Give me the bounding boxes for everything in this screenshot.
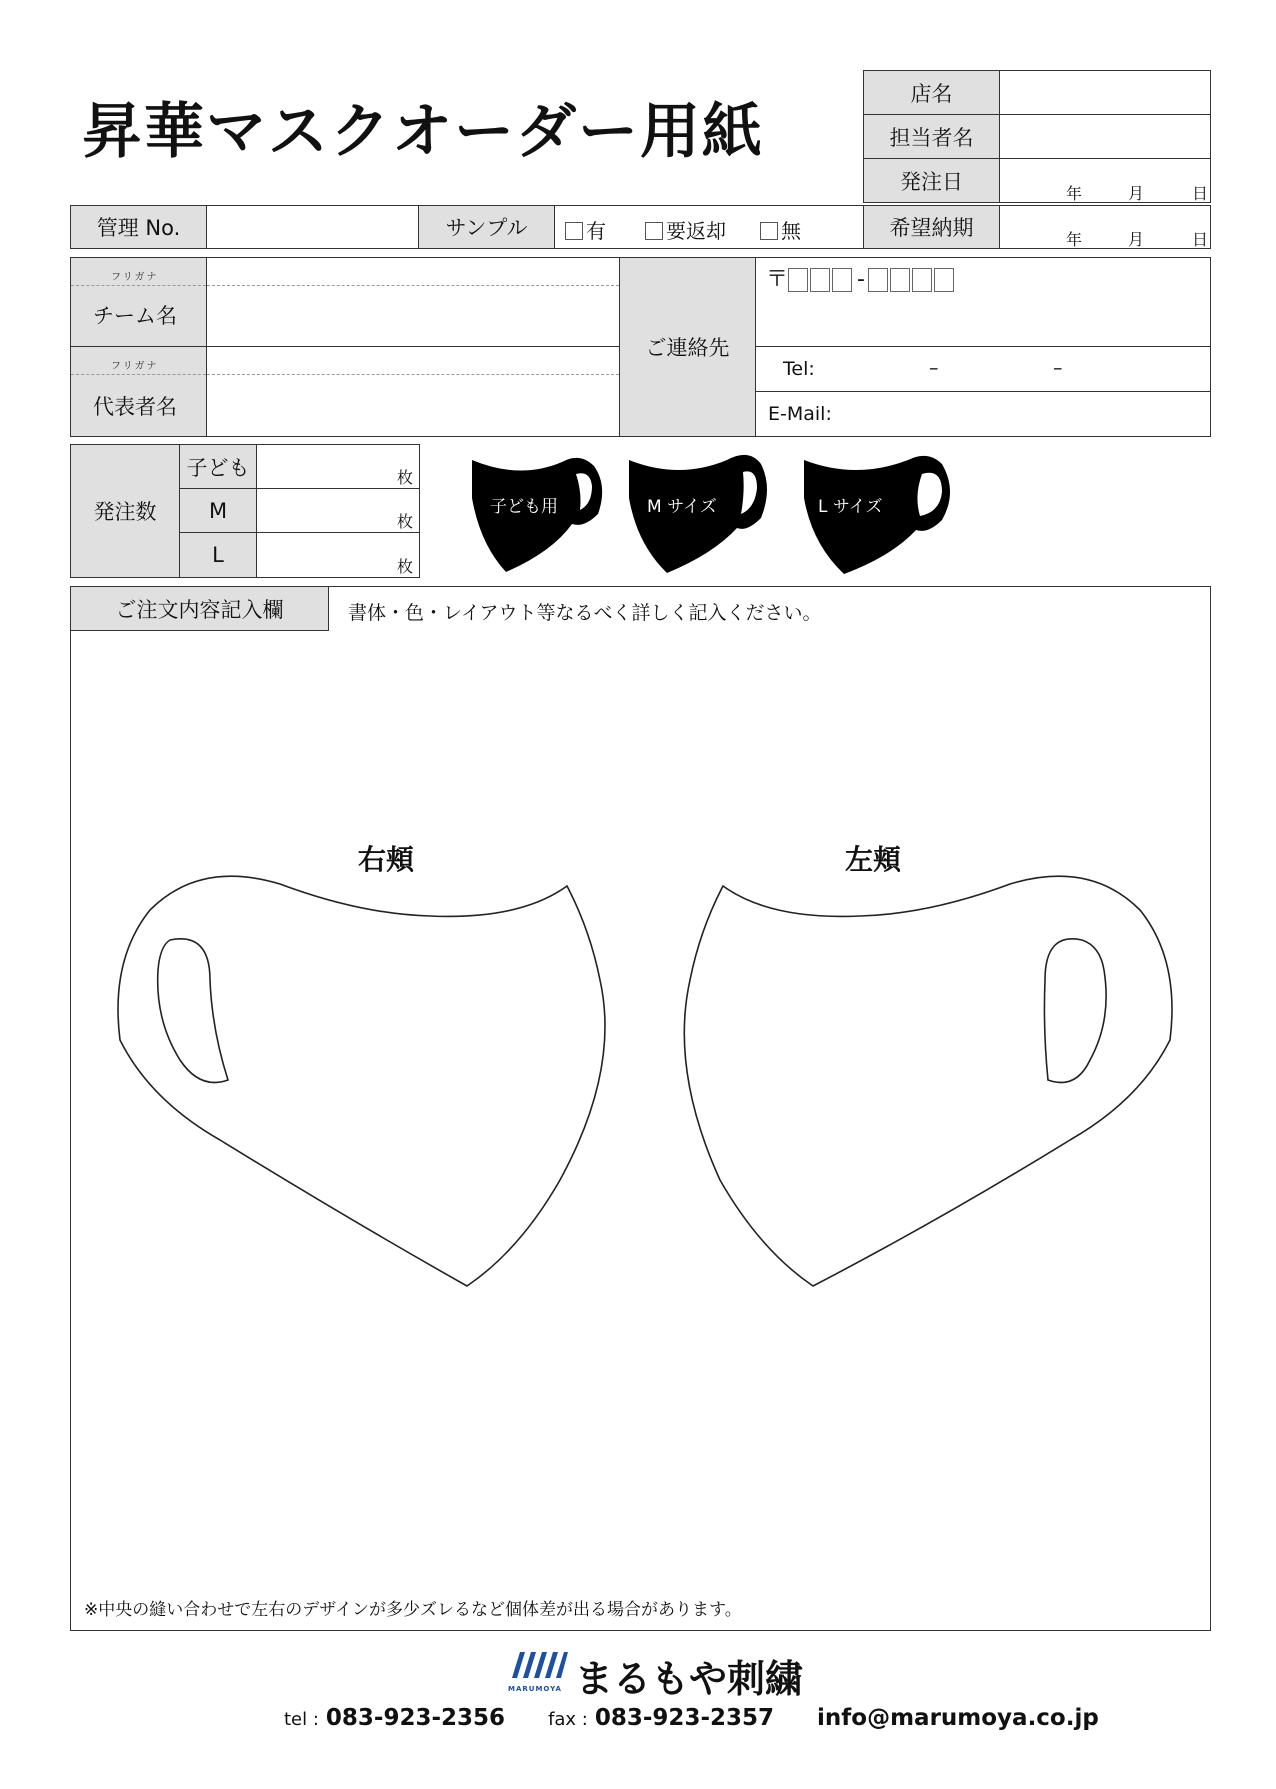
store-name-label: 店名 (863, 70, 1000, 115)
email-label: E-Mail: (768, 403, 832, 425)
month-label: 月 (1128, 230, 1145, 249)
unit-label: 枚 (396, 557, 413, 576)
checkbox-icon (760, 222, 778, 240)
size-m-label: M (179, 488, 257, 533)
tel-label: Tel: (783, 358, 815, 380)
quantity-label: 発注数 (70, 444, 180, 578)
page-title: 昇華マスクオーダー用紙 (82, 97, 764, 167)
footer-email[interactable]: info@marumoya.co.jp (817, 1705, 1099, 1731)
sample-option-yes[interactable]: 有 (565, 215, 606, 244)
furigana-divider (71, 285, 206, 286)
rep-name-label-cell (70, 346, 207, 437)
tel-dash: – (1053, 357, 1063, 379)
team-name-label: チーム名 (93, 304, 177, 328)
management-no-label: 管理 No. (70, 205, 207, 249)
team-name-label-cell (70, 257, 207, 347)
footer-contact (284, 1705, 1099, 1731)
furigana-divider (207, 285, 619, 286)
unit-label: 枚 (396, 512, 413, 531)
mask-templates (100, 870, 1180, 1300)
mask-icon-m-label: M サイズ (647, 497, 717, 517)
rep-name-label: 代表者名 (93, 395, 177, 419)
furigana-divider (71, 374, 206, 375)
qty-m-field[interactable] (256, 488, 420, 533)
size-l-label: L (179, 532, 257, 578)
delivery-date-field[interactable] (999, 205, 1211, 249)
mask-size-icons (470, 448, 970, 578)
team-name-field[interactable] (206, 257, 620, 347)
order-instruction: 書体・色・レイアウト等なるべく詳しく記入ください。 (348, 602, 822, 624)
management-no-field[interactable] (206, 205, 419, 249)
day-label: 日 (1192, 184, 1209, 203)
footer-tel-label: tel : (284, 1709, 319, 1730)
left-cheek-template (684, 876, 1172, 1286)
sample-options (554, 205, 864, 249)
order-note: ※中央の縫い合わせで左右のデザインが多少ズレるなど個体差が出る場合があります。 (84, 1600, 742, 1620)
postal-code-field[interactable] (755, 257, 1211, 347)
year-label: 年 (1066, 184, 1083, 203)
delivery-date-label: 希望納期 (863, 205, 1000, 249)
staff-name-field[interactable] (999, 114, 1211, 159)
tel-field[interactable] (755, 346, 1211, 392)
rep-name-field[interactable] (206, 346, 620, 437)
sample-option-return[interactable]: 要返却 (645, 215, 726, 244)
mask-icon-l-label: L サイズ (818, 497, 883, 517)
furigana-divider (207, 374, 619, 375)
postal-mark: 〒 (766, 267, 789, 292)
contact-label: ご連絡先 (619, 257, 756, 437)
size-kids-label: 子ども (179, 444, 257, 489)
staff-name-label: 担当者名 (863, 114, 1000, 159)
footer-fax: 083-923-2357 (594, 1705, 775, 1731)
order-date-field[interactable] (999, 158, 1211, 203)
sample-option-no[interactable]: 無 (760, 215, 801, 244)
store-name-field[interactable] (999, 70, 1211, 115)
company-name: まるもや刺繍 (575, 1657, 804, 1701)
mask-icon-kids (472, 458, 602, 572)
footer-tel: 083-923-2356 (325, 1705, 506, 1731)
logo-stripes-icon (508, 1650, 568, 1680)
tel-dash: – (929, 357, 939, 379)
checkbox-icon (645, 222, 663, 240)
day-label: 日 (1192, 230, 1209, 249)
marumoya-logo (508, 1650, 568, 1692)
mask-icon-kids-label: 子ども用 (490, 497, 558, 517)
logo-small-text: MARUMOYA (508, 1685, 562, 1693)
qty-kids-field[interactable] (256, 444, 420, 489)
furigana-label: フリガナ (111, 272, 159, 283)
order-details-label: ご注文内容記入欄 (70, 586, 329, 631)
checkbox-icon (565, 222, 583, 240)
mask-icon-l (804, 456, 950, 574)
left-cheek-label: 左頬 (845, 843, 902, 876)
month-label: 月 (1128, 184, 1145, 203)
order-date-label: 発注日 (863, 158, 1000, 203)
email-field[interactable] (755, 391, 1211, 437)
right-cheek-template (118, 876, 605, 1286)
right-cheek-label: 右頬 (358, 843, 415, 876)
postal-code: 〒 - (766, 262, 956, 293)
qty-l-field[interactable] (256, 532, 420, 578)
year-label: 年 (1066, 230, 1083, 249)
footer-fax-label: fax : (548, 1709, 588, 1730)
furigana-label: フリガナ (111, 361, 159, 372)
mask-icon-m (629, 455, 767, 573)
sample-label: サンプル (418, 205, 555, 249)
unit-label: 枚 (396, 468, 413, 487)
